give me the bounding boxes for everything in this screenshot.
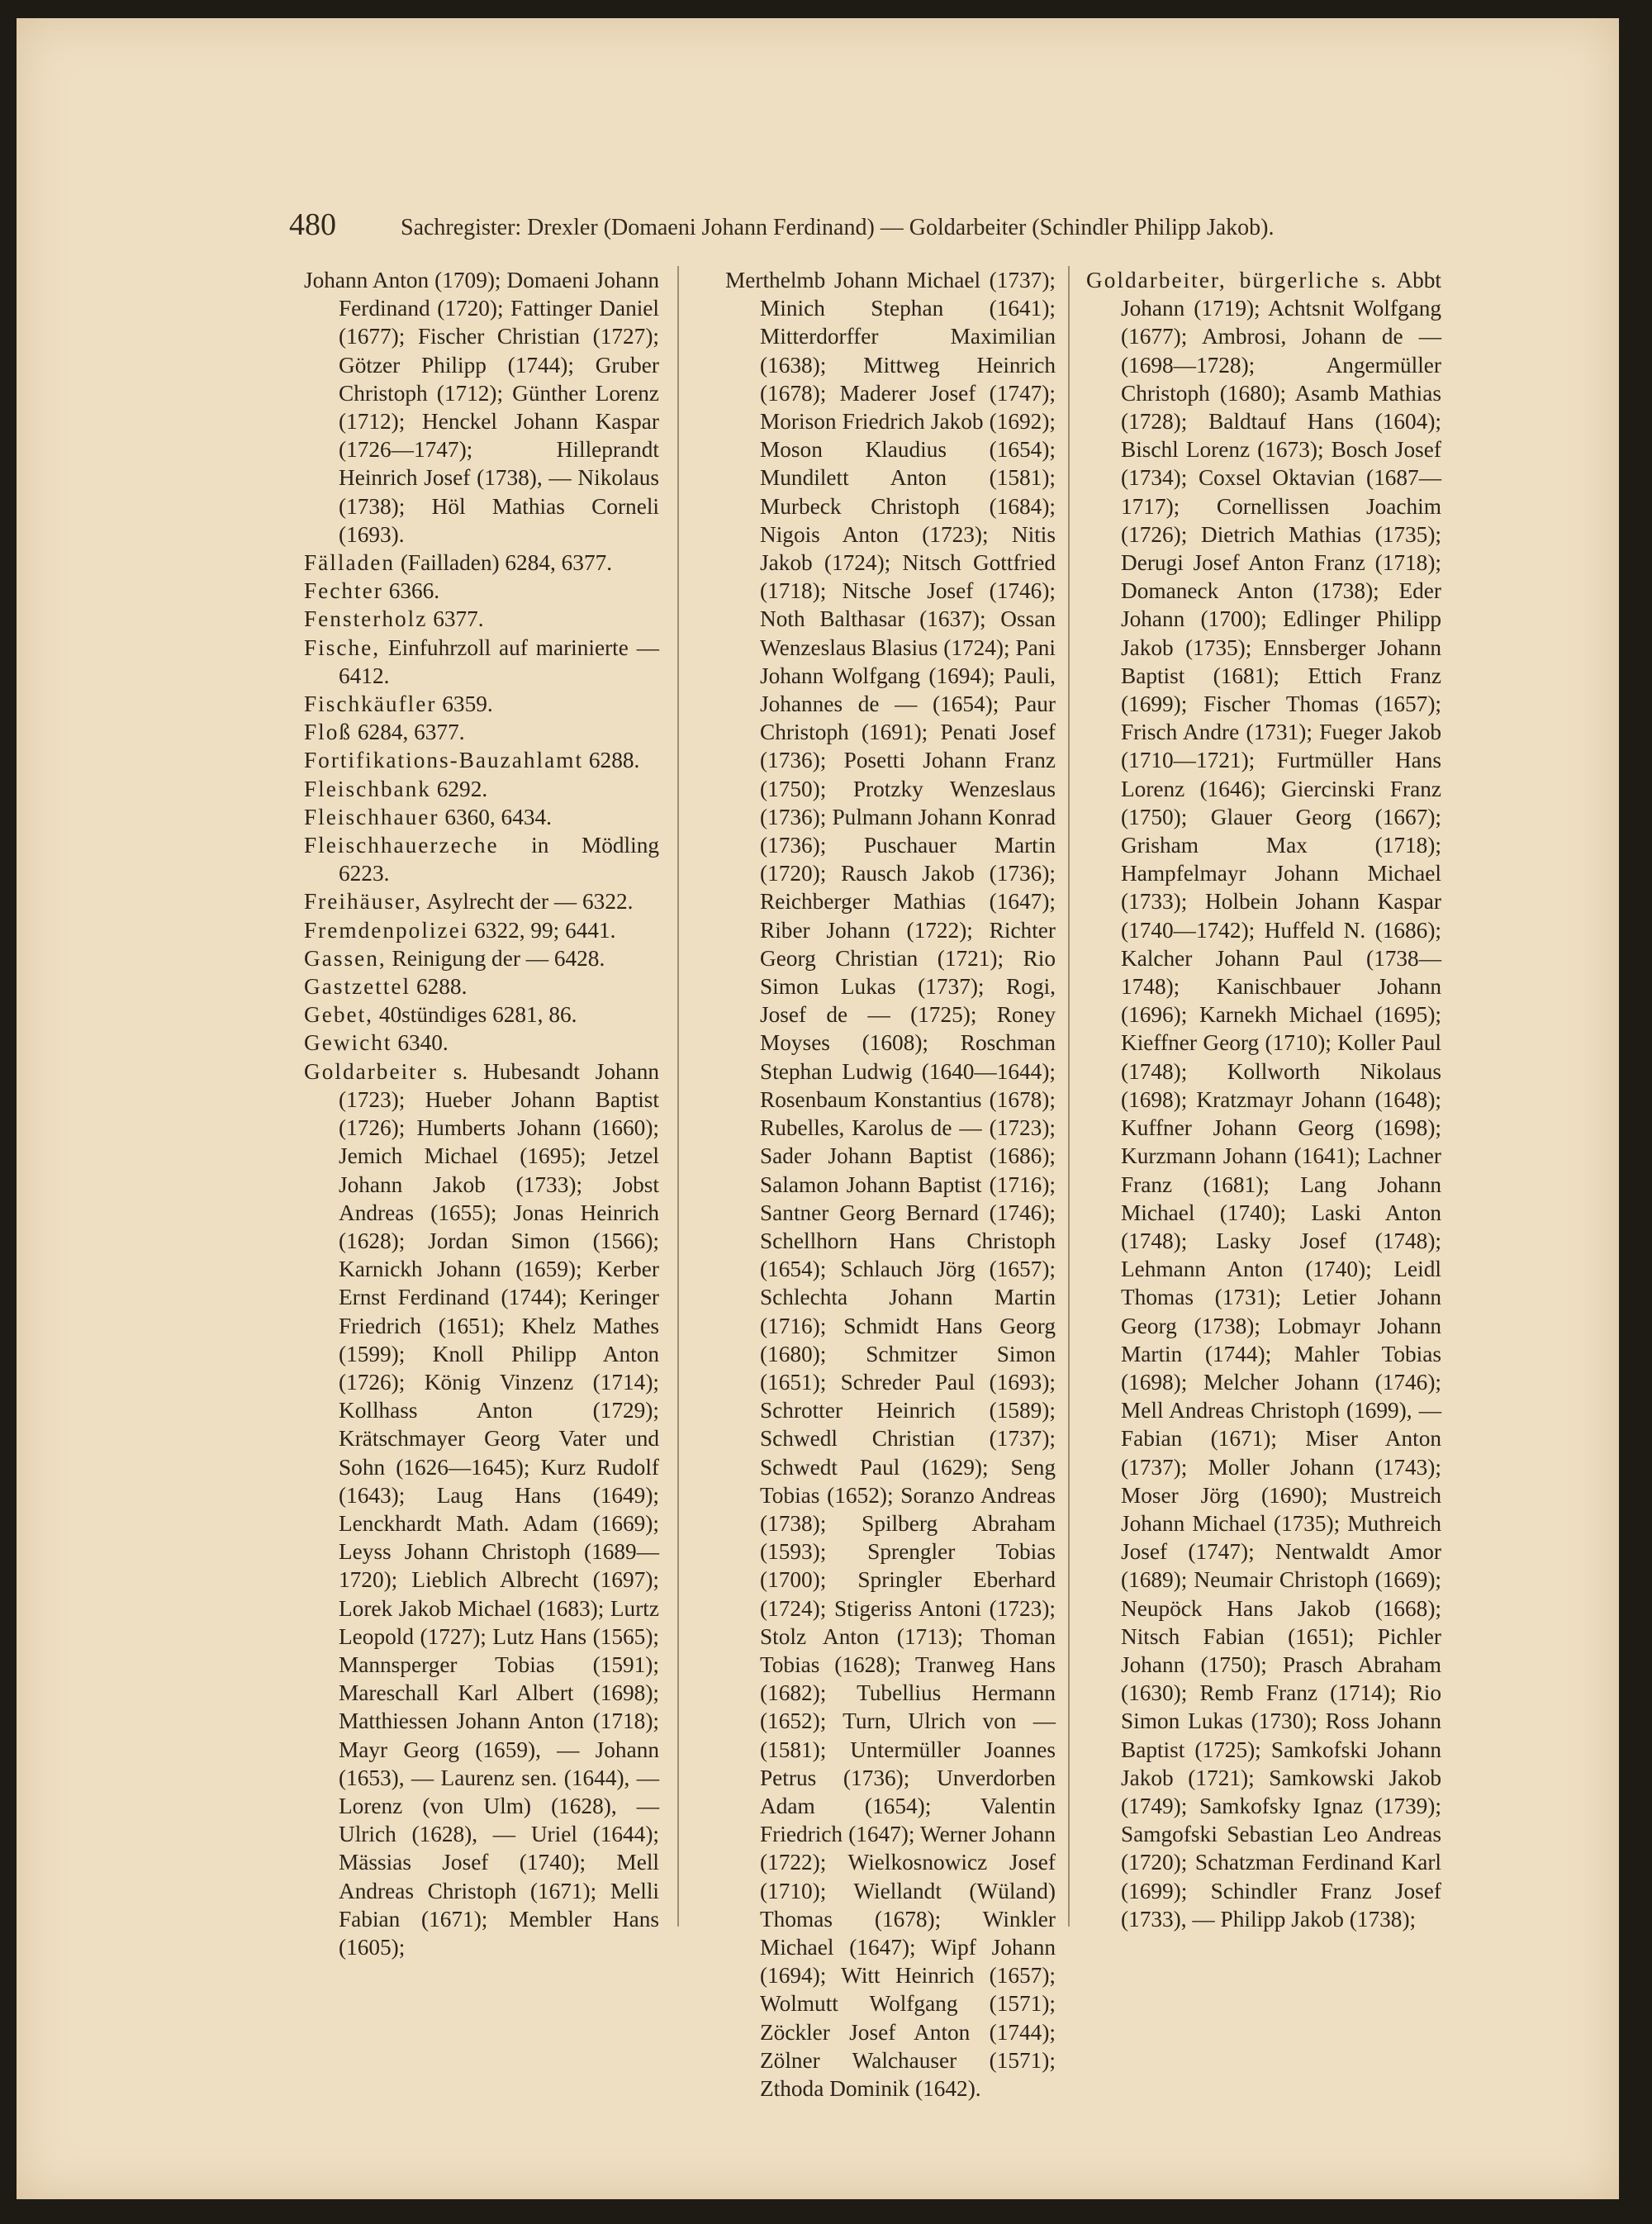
entry-text: s. Abbt Johann (1719); Achtsnit Wolfgang (1677); Ambrosi, Johann de — (1698—1728); Angermüller Christoph (1680); Asamb Mathias (1728); Baldtauf Hans (1604); Bischl Lorenz (1673); Bosch Josef (1734); Coxsel Oktavian (1687—1717); Cornellissen Joachim (1726); Dietrich Mathias (1735); Derugi Josef Anton Franz (1718); Domaneck Anton (1738); Eder Johann (1700); Edlinger Philipp Jakob (1735); Ennsberger Johann Baptist (1681); Ettich Franz (1699); Fischer Thomas (1657); Frisch Andre (1731); Fueger Jakob (1710—1721); Furtmüller Hans Lorenz (1646); Giercinski Franz (1750); Glauer Georg (1667); Grisham Max (1718); Hampfelmayr Johann Michael (1733); Holbein Johann Kaspar (1740—1742); Huffeld N. (1686); Kalcher Johann Paul (1738—1748); Kanischbauer Johann (1696); Karnekh Michael (1695); Kieffner Georg (1710); Koller Paul (1748); Kollworth Nikolaus (1698); Kratzmayr Johann (1648); Kuffner Johann Georg (1698); Kurzmann Johann (1641); Lachner Franz (1681); Lang Johann Michael (1740); Laski Anton (1748); Lasky Josef (1748); Lehmann Anton (1740); Leidl Thomas (1731); Letier Johann Georg (1738); Lobmayr Johann Martin (1744); Mahler Tobias (1698); Melcher Johann (1746); Mell Andreas Christoph (1699), — Fabian (1671); Miser Anton (1737); Moller Johann (1743); Moser Jörg (1690); Mustreich Johann Michael (1735); Muthreich Josef (1747); Nentwaldt Amor (1689); Neumair Christoph (1669); Neupöck Hans Jakob (1668); Nitsch Fabian (1651); Pichler Johann (1750); Prasch Abraham (1630); Remb Franz (1714); Rio Simon Lukas (1730); Ross Johann Baptist (1725); Samkofski Johann Jakob (1721); Samkowski Jakob (1749); Samkofsky Ignaz (1739); Samgofski Sebastian Leo Andreas (1720); Schatzman Ferdinand Karl (1699); Schindler Franz Josef (1733), — Philipp Jakob (1738); [1121, 268, 1441, 1932]
entry-heading: Fischkäufler [304, 691, 437, 717]
index-entry [304, 690, 659, 718]
index-entry [304, 803, 659, 831]
entry-text: 6359. [442, 691, 493, 717]
entry-text: 6322, 99; 6441. [474, 917, 616, 943]
entry-text: 6288. [588, 748, 640, 773]
entry-heading: Goldarbeiter, bürgerliche [1086, 268, 1360, 292]
entry-text: 6288. [415, 974, 468, 1000]
entry-heading: Gastzettel [304, 974, 411, 1000]
index-entry [304, 634, 659, 690]
entry-text: 40stündiges 6281, 86. [378, 1002, 577, 1028]
index-entry [725, 266, 1056, 2103]
index-entry [304, 266, 659, 549]
index-entry [1086, 266, 1441, 1933]
entry-text: 6284, 6377. [357, 720, 465, 745]
index-entry [304, 944, 659, 972]
column-divider [677, 266, 679, 1927]
entry-heading: Gewicht [304, 1030, 392, 1056]
entry-heading: Floß [304, 720, 353, 745]
entry-heading: Fleischhauer [304, 804, 439, 829]
index-entry [304, 775, 659, 803]
entry-text: Asylrecht der — 6322. [426, 889, 634, 915]
running-title: Sachregister: Drexler (Domaeni Johann Ferdinand) — Goldarbeiter (Schindler Philipp Jakob). [401, 215, 1275, 240]
index-entry [304, 577, 659, 605]
entry-text: 6292. [436, 776, 488, 801]
entry-text: s. Hubesandt Johann (1723); Hueber Johann Baptist (1726); Humberts Johann (1660); Jemich Michael (1695); Jetzel Johann Jakob (1733); Jobst Andreas (1655); Jonas Heinrich (1628); Jordan Simon (1566); Karnickh Johann (1659); Kerber Ernst Ferdinand (1744); Keringer Friedrich (1651); Khelz Mathes (1599); Knoll Philipp Anton (1726); König Vinzenz (1714); Kollhass Anton (1729); Krätschmayer Georg Vater und Sohn (1626—1645); Kurz Rudolf (1643); Laug Hans (1649); Lenckhardt Math. Adam (1669); Leyss Johann Christoph (1689—1720); Lieblich Albrecht (1697); Lorek Jakob Michael (1683); Lurtz Leopold (1727); Lutz Hans (1565); Mannsperger Tobias (1591); Mareschall Karl Albert (1698); Matthiessen Johann Anton (1718); Mayr Georg (1659), — Johann (1653), — Laurenz sen. (1644), — Lorenz (von Ulm) (1628), — Ulrich (1628), — Uriel (1644); Mässias Josef (1740); Mell Andreas Christoph (1671); Melli Fabian (1671); Membler Hans (1605); [339, 1058, 659, 1960]
entry-text: Reinigung der — 6428. [392, 945, 605, 971]
entry-heading: Fleischhauerzeche [304, 833, 499, 858]
entry-text: 6366. [388, 578, 440, 604]
index-entry [304, 605, 659, 633]
column-divider [1068, 266, 1070, 1927]
entry-text: in Mödling 6223. [339, 833, 660, 886]
page-number: 480 [289, 207, 336, 242]
page-header [289, 207, 1446, 256]
index-entry [304, 972, 659, 1000]
entry-text: (Failladen) 6284, 6377. [400, 550, 613, 576]
book-page [17, 18, 1619, 2199]
entry-text: Merthelmb Johann Michael (1737); Minich Stephan (1641); Mitterdorffer Maximilian (1638); Mittweg Heinrich (1678); Maderer Josef (1747); Morison Friedrich Jakob (1692); Moson Klaudius (1654); Mundilett Anton (1581); Murbeck Christoph (1684); Nigois Anton (1723); Nitis Jakob (1724); Nitsch Gottfried (1718); Nitsche Josef (1746); Noth Balthasar (1637); Ossan Wenzeslaus Blasius (1724); Pani Johann Wolfgang (1694); Pauli, Johannes de — (1654); Paur Christoph (1691); Penati Josef (1736); Posetti Johann Franz (1750); Protzky Wenzeslaus (1736); Pulmann Johann Konrad (1736); Puschauer Martin (1720); Rausch Jakob (1736); Reichberger Mathias (1647); Riber Johann (1722); Richter Georg Christian (1721); Rio Simon Lukas (1737); Rogi, Josef de — (1725); Roney Moyses (1608); Roschman Stephan Ludwig (1640—1644); Rosenbaum Konstantius (1678); Rubelles, Karolus de — (1723); Sader Johann Baptist (1686); Salamon Johann Baptist (1716); Santner Georg Bernard (1746); Schellhorn Hans Christoph (1654); Schlauch Jörg (1657); Schlechta Johann Martin (1716); Schmidt Hans Georg (1680); Schmitzer Simon (1651); Schreder Paul (1693); Schrotter Heinrich (1589); Schwedl Christian (1737); Schwedt Paul (1629); Seng Tobias (1652); Soranzo Andreas (1738); Spilberg Abraham (1593); Sprengler Tobias (1700); Springler Eberhard (1724); Stigeriss Antoni (1723); Stolz Anton (1713); Thoman Tobias (1628); Tranweg Hans (1682); Tubellius Hermann (1652); Turn, Ulrich von — (1581); Untermüller Joannes Petrus (1736); Unverdorben Adam (1654); Valentin Friedrich (1647); Werner Johann (1722); Wielkosnowicz Josef (1710); Wiellandt (Wüland) Thomas (1678); Winkler Michael (1647); Wipf Johann (1694); Witt Heinrich (1657); Wolmutt Wolfgang (1571); Zöckler Josef Anton (1744); Zölner Walchauser (1571); Zthoda Dominik (1642). [725, 268, 1056, 2101]
index-entry [304, 746, 659, 774]
entry-text: 6360, 6434. [444, 804, 552, 829]
entry-heading: Gassen, [304, 945, 387, 971]
index-entry [304, 1000, 659, 1029]
entry-text: Einfuhrzoll auf marinierte — 6412. [339, 634, 659, 688]
entry-heading: Fensterholz [304, 606, 428, 632]
entry-heading: Fortifikations-Bauzahlamt [304, 748, 584, 773]
entry-heading: Fische, [304, 634, 381, 660]
entry-heading: Freihäuser, [304, 889, 422, 915]
entry-heading: Fremdenpolizei [304, 917, 469, 943]
index-entry [304, 718, 659, 746]
index-entry [304, 1057, 659, 1962]
index-column-1 [304, 266, 659, 1961]
entry-heading: Fechter [304, 578, 383, 604]
index-entry [304, 1029, 659, 1057]
entry-text: 6340. [397, 1030, 449, 1056]
entry-heading: Goldarbeiter [304, 1058, 438, 1084]
entry-heading: Fälladen [304, 550, 395, 576]
index-entry [304, 549, 659, 577]
index-entry [304, 831, 659, 887]
index-entry [304, 916, 659, 944]
entry-heading: Fleischbank [304, 776, 431, 801]
entry-text: Johann Anton (1709); Domaeni Johann Ferdinand (1720); Fattinger Daniel (1677); Fischer Christian (1727); Götzer Philipp (1744); Gruber Christoph (1712); Günther Lorenz (1712); Henckel Johann Kaspar (1726—1747); Hilleprandt Heinrich Josef (1738), — Nikolaus (1738); Höl Mathias Corneli (1693). [304, 268, 659, 547]
entry-text: 6377. [433, 606, 484, 632]
index-column-3 [1086, 266, 1441, 1933]
entry-heading: Gebet, [304, 1002, 374, 1028]
index-entry [304, 887, 659, 915]
index-column-2 [725, 266, 1056, 2103]
